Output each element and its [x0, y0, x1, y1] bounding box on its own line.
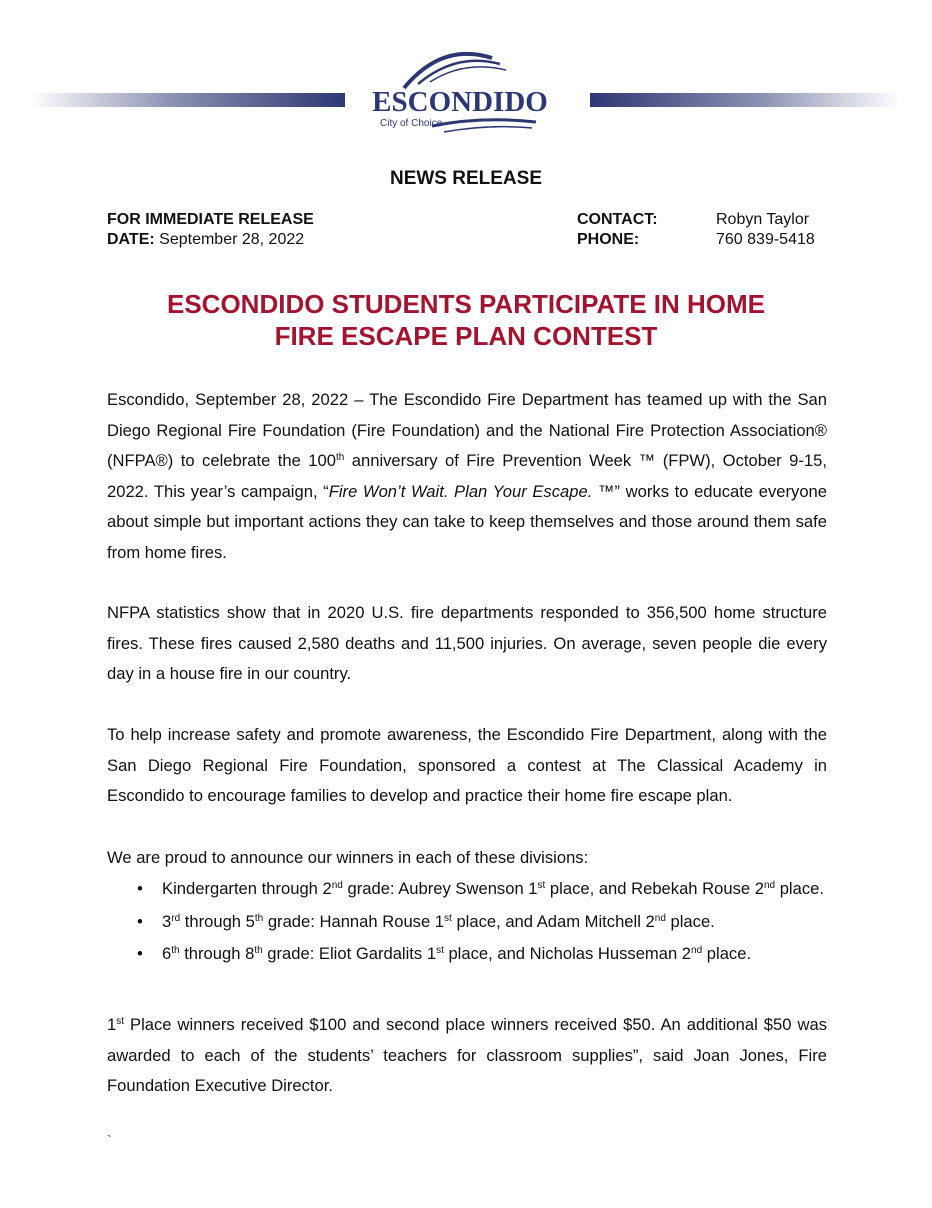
date-value: September 28, 2022 [159, 231, 305, 248]
headline-line-2: FIRE ESCAPE PLAN CONTEST [274, 321, 658, 351]
dateline: Escondido, September 28, 2022 – [107, 390, 370, 409]
contact-value: Robyn Taylor [716, 211, 810, 228]
logo-wordmark: ESCONDIDO [372, 86, 548, 118]
bullet-icon: • [137, 879, 143, 898]
bullet-icon: • [137, 944, 143, 963]
header-gradient-bar-right [590, 93, 900, 107]
headline-line-1: ESCONDIDO STUDENTS PARTICIPATE IN HOME [166, 289, 766, 319]
stray-mark: ` [107, 1132, 112, 1148]
phone-value: 760 839-5418 [716, 231, 815, 248]
logo-tagline: City of Choice [380, 118, 443, 129]
contact-label: CONTACT: [577, 211, 658, 228]
document-title: NEWS RELEASE [389, 168, 543, 189]
paragraph-intro: Escondido, September 28, 2022 – The Escondido Fire Department has teamed up with the San Diego Regional Fire Foundation (Fire Foundation) and the National Fire Protection Association® (NFPA®) to celebrate the 100th anniversary of Fire Prevention Week ™ (FPW), October 9-15, 2022. This year’s campaign, “Fire Won’t Wait. Plan Your Escape. ™” works to educate everyone about simple but important actions they can take to keep themselves and those around them safe from home fires. [107, 390, 828, 562]
paragraph-prizes: 1st Place winners received $100 and second place winners received $50. An additional $50 was awarded to each of the students’ teachers for classroom supplies”, said Joan Jones, Fire Foundation Executive Director. [107, 1015, 827, 1095]
paragraph-winners-intro: We are proud to announce our winners in each of these divisions: [107, 848, 589, 867]
contact-values [716, 210, 815, 250]
date-label: DATE: [107, 231, 155, 248]
list-item: • 3rd through 5th grade: Hannah Rouse 1st place, and Adam Mitchell 2nd place. [135, 907, 827, 938]
list-item: • 6th through 8th grade: Eliot Gardalits 1st place, and Nicholas Husseman 2nd place. [135, 939, 827, 970]
paragraph-statistics: NFPA statistics show that in 2020 U.S. fire departments responded to 356,500 home structure fires. These fires caused 2,580 deaths and 11,500 injuries. On average, seven people die every day in a house fire in our country. [107, 603, 827, 683]
winners-list [135, 874, 827, 972]
header-gradient-bar-left [30, 93, 345, 107]
bullet-icon: • [137, 911, 143, 931]
campaign-name: Fire Won’t Wait. Plan Your Escape. [328, 481, 593, 501]
release-block [107, 210, 314, 250]
phone-label: PHONE: [577, 231, 640, 248]
release-label: FOR IMMEDIATE RELEASE [107, 211, 314, 228]
escondido-logo [372, 48, 548, 136]
headline [0, 288, 932, 352]
contact-labels [577, 210, 658, 250]
list-item: • Kindergarten through 2nd grade: Aubrey Swenson 1st place, and Rebekah Rouse 2nd place. [135, 874, 827, 905]
paragraph-contest: To help increase safety and promote awareness, the Escondido Fire Department, along with the San Diego Regional Fire Foundation, sponsored a contest at The Classical Academy in Escondido to encourage families to develop and practice their home fire escape plan. [107, 725, 827, 805]
